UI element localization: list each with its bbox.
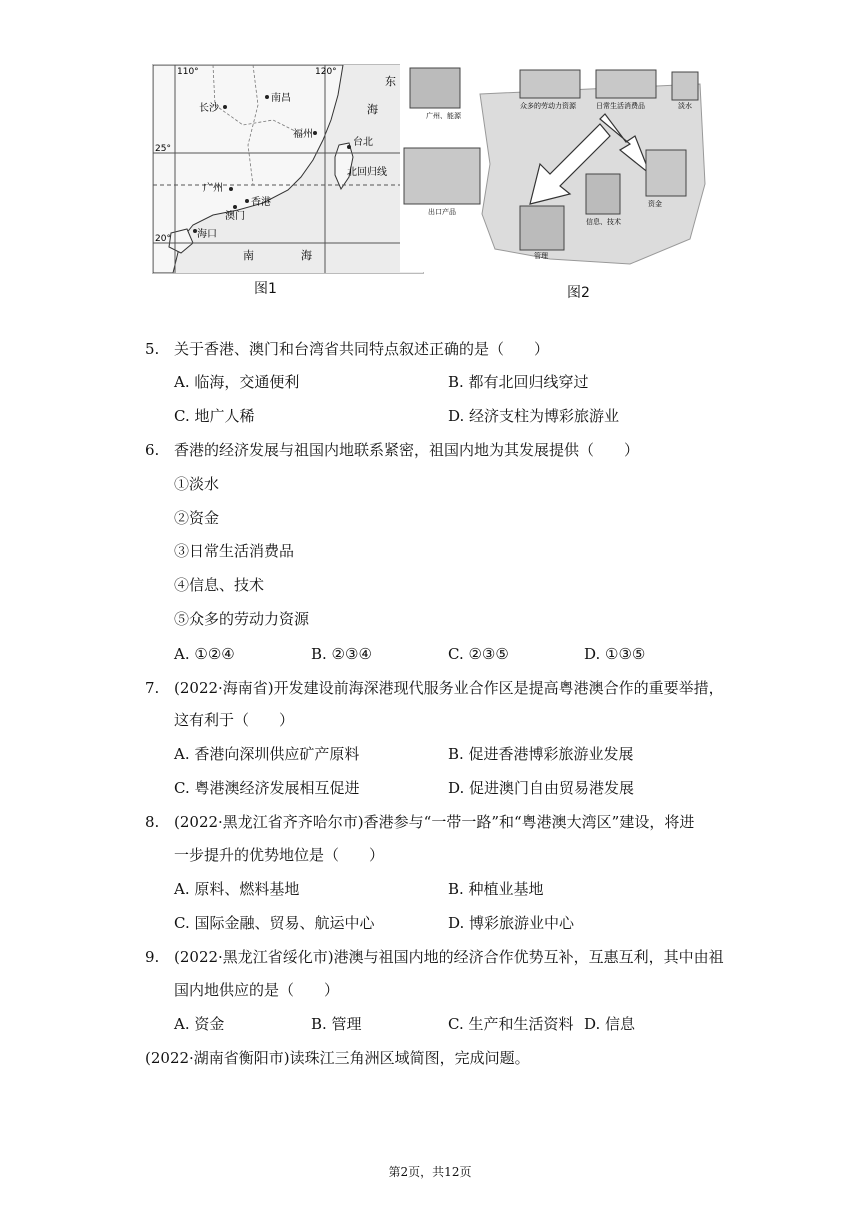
figure-2-illustration bbox=[400, 64, 708, 272]
question-9-option-a[interactable]: A. 资金 bbox=[174, 1015, 225, 1033]
label-consumer-goods: 日常生活消费品 bbox=[596, 102, 645, 110]
question-8-option-c[interactable]: C. 国际金融、贸易、航运中心 bbox=[174, 914, 375, 932]
question-7-option-a[interactable]: A. 香港向深圳供应矿产原料 bbox=[174, 745, 360, 763]
place-fuzhou: 福州 bbox=[293, 129, 313, 140]
question-6-item-2: ②资金 bbox=[174, 509, 220, 527]
place-taipei: 台北 bbox=[353, 137, 373, 148]
label-info-tech: 信息、技术 bbox=[586, 218, 621, 226]
question-6-option-b[interactable]: B. ②③④ bbox=[311, 645, 372, 663]
page-footer: 第2页，共12页 bbox=[388, 1165, 472, 1179]
lat-label-25: 25° bbox=[155, 144, 171, 154]
question-6-number: 6. bbox=[145, 441, 160, 459]
question-5-option-b[interactable]: B. 都有北回归线穿过 bbox=[448, 373, 589, 391]
place-guangzhou: 广州 bbox=[203, 183, 223, 194]
question-8-stem-line-2: 一步提升的优势地位是（ ） bbox=[174, 846, 385, 864]
question-8-option-d[interactable]: D. 博彩旅游业中心 bbox=[448, 914, 575, 932]
question-9-number: 9. bbox=[145, 948, 160, 966]
question-6-option-d[interactable]: D. ①③⑤ bbox=[584, 645, 646, 663]
question-6-item-5: ⑤众多的劳动力资源 bbox=[174, 610, 310, 628]
question-7-stem-line-2: 这有利于（ ） bbox=[174, 711, 295, 729]
question-5-option-a[interactable]: A. 临海，交通便利 bbox=[174, 373, 300, 391]
lat-label-20: 20° bbox=[155, 234, 171, 244]
question-8-option-a[interactable]: A. 原料、燃料基地 bbox=[174, 880, 300, 898]
place-haikou: 海口 bbox=[197, 229, 217, 240]
question-7-option-b[interactable]: B. 促进香港博彩旅游业发展 bbox=[448, 745, 634, 763]
question-7-number: 7. bbox=[145, 679, 160, 697]
question-9-stem-line-1: (2022·黑龙江省绥化市)港澳与祖国内地的经济合作优势互补，互惠互利，其中由祖 bbox=[174, 948, 724, 966]
label-management: 管理 bbox=[534, 252, 548, 260]
question-8-option-b[interactable]: B. 种植业基地 bbox=[448, 880, 544, 898]
label-capital: 资金 bbox=[648, 200, 662, 208]
figure-1-map bbox=[152, 64, 424, 274]
place-macau: 澳门 bbox=[225, 211, 245, 222]
question-5-option-d[interactable]: D. 经济支柱为博彩旅游业 bbox=[448, 407, 620, 425]
question-6-item-4: ④信息、技术 bbox=[174, 576, 265, 594]
sea-label-south-1: 南 bbox=[243, 249, 254, 262]
sea-label-east-1: 东 bbox=[385, 75, 396, 88]
label-export: 出口产品 bbox=[428, 208, 456, 216]
map-graphic bbox=[153, 65, 423, 273]
question-9-stem-line-2: 国内地供应的是（ ） bbox=[174, 981, 340, 999]
next-section-intro: (2022·湖南省衡阳市)读珠江三角洲区域简图，完成问题。 bbox=[145, 1049, 530, 1067]
place-changsha: 长沙 bbox=[199, 103, 219, 114]
lon-label-110: 110° bbox=[177, 67, 199, 77]
figure-1-caption: 图1 bbox=[254, 281, 277, 297]
question-6-item-1: ①淡水 bbox=[174, 475, 220, 493]
label-energy: 广州、能源 bbox=[426, 112, 461, 120]
question-8-stem-line-1: (2022·黑龙江省齐齐哈尔市)香港参与“一带一路”和“粤港澳大湾区”建设，将进 bbox=[174, 813, 695, 831]
sea-label-east-2: 海 bbox=[367, 103, 378, 116]
figure-2-caption: 图2 bbox=[567, 285, 590, 301]
sea-label-south-2: 海 bbox=[301, 249, 312, 262]
question-7-option-c[interactable]: C. 粤港澳经济发展相互促进 bbox=[174, 779, 360, 797]
question-9-option-d[interactable]: D. 信息 bbox=[584, 1015, 636, 1033]
question-6-item-3: ③日常生活消费品 bbox=[174, 542, 295, 560]
lon-label-120: 120° bbox=[315, 67, 337, 77]
question-5-stem: 关于香港、澳门和台湾省共同特点叙述正确的是（ ） bbox=[174, 340, 550, 358]
tropic-of-cancer-label: 北回归线 bbox=[347, 167, 387, 178]
question-5-number: 5. bbox=[145, 340, 160, 358]
question-9-option-b[interactable]: B. 管理 bbox=[311, 1015, 362, 1033]
label-fresh-water: 淡水 bbox=[678, 102, 692, 110]
question-6-stem: 香港的经济发展与祖国内地联系紧密，祖国内地为其发展提供（ ） bbox=[174, 441, 640, 459]
question-8-number: 8. bbox=[145, 813, 160, 831]
question-6-option-a[interactable]: A. ①②④ bbox=[174, 645, 235, 663]
question-5-option-c[interactable]: C. 地广人稀 bbox=[174, 407, 255, 425]
question-9-option-c[interactable]: C. 生产和生活资料 bbox=[448, 1015, 574, 1033]
label-labor: 众多的劳动力资源 bbox=[520, 102, 576, 110]
illustration-graphic bbox=[400, 64, 708, 272]
question-6-option-c[interactable]: C. ②③⑤ bbox=[448, 645, 509, 663]
place-hongkong: 香港 bbox=[251, 197, 271, 208]
place-nanchang: 南昌 bbox=[271, 93, 291, 104]
question-7-option-d[interactable]: D. 促进澳门自由贸易港发展 bbox=[448, 779, 635, 797]
question-7-stem-line-1: (2022·海南省)开发建设前海深港现代服务业合作区是提高粤港澳合作的重要举措， bbox=[174, 679, 724, 697]
